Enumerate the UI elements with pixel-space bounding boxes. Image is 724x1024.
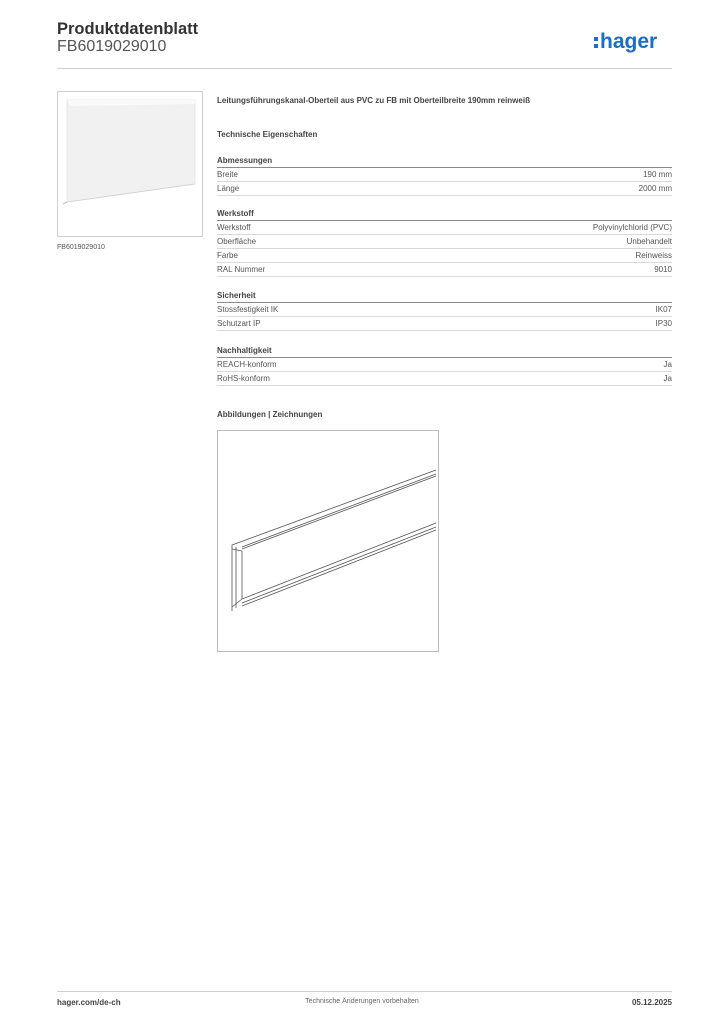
row-value: Ja [663, 374, 672, 383]
product-image [58, 92, 202, 236]
group-safety [217, 291, 672, 331]
row-value: IK07 [655, 305, 672, 314]
row-value: 2000 mm [638, 184, 672, 193]
row-label: RAL Nummer [217, 265, 266, 274]
table-row [217, 358, 672, 372]
technical-drawing [217, 430, 439, 652]
thumbnail-caption: FB6019029010 [57, 244, 105, 251]
product-thumbnail [57, 91, 203, 237]
row-value: Unbehandelt [626, 237, 672, 246]
row-value: IP30 [655, 319, 672, 328]
technical-properties-heading: Technische Eigenschaften [217, 130, 318, 139]
group-sustainability [217, 346, 672, 386]
drawings-heading: Abbildungen | Zeichnungen [217, 410, 323, 419]
group-title: Werkstoff [217, 209, 672, 221]
main-content [217, 96, 672, 105]
table-row [217, 249, 672, 263]
product-description: Leitungsführungskanal-Oberteil aus PVC zu FB mit Oberteilbreite 190mm reinweiß [217, 96, 530, 105]
footer-website[interactable]: hager.com/de-ch [57, 998, 121, 1007]
row-label: Breite [217, 170, 238, 179]
table-row [217, 182, 672, 196]
table-row [217, 235, 672, 249]
row-value: 9010 [654, 265, 672, 274]
header-divider [57, 68, 672, 69]
row-value: Polyvinylchlorid (PVC) [592, 223, 672, 232]
group-title: Abmessungen [217, 156, 672, 168]
group-material [217, 209, 672, 277]
hager-logo [592, 26, 674, 58]
table-row [217, 372, 672, 386]
table-row [217, 263, 672, 277]
footer-divider [57, 991, 672, 992]
row-label: REACH-konform [217, 360, 277, 369]
row-value: Reinweiss [635, 251, 672, 260]
row-label: Stossfestigkeit IK [217, 305, 279, 314]
footer-disclaimer: Technische Änderungen vorbehalten [305, 998, 419, 1005]
logo-text: hager [600, 30, 658, 53]
profile-drawing [218, 431, 438, 651]
row-label: Länge [217, 184, 240, 193]
footer-date: 05.12.2025 [631, 998, 672, 1007]
row-label: RoHS-konform [217, 374, 270, 383]
group-title: Sicherheit [217, 291, 672, 303]
row-value: Ja [663, 360, 672, 369]
table-row [217, 168, 672, 182]
row-label: Werkstoff [217, 223, 251, 232]
row-label: Farbe [217, 251, 238, 260]
product-code: FB6019029010 [57, 38, 167, 55]
row-label: Schutzart IP [217, 319, 261, 328]
group-dimensions [217, 156, 672, 196]
row-value: 190 mm [643, 170, 672, 179]
row-label: Oberfläche [217, 237, 257, 246]
table-row [217, 221, 672, 235]
table-row [217, 303, 672, 317]
table-row [217, 317, 672, 331]
page-title: Produktdatenblatt [57, 20, 199, 38]
group-title: Nachhaltigkeit [217, 346, 672, 358]
